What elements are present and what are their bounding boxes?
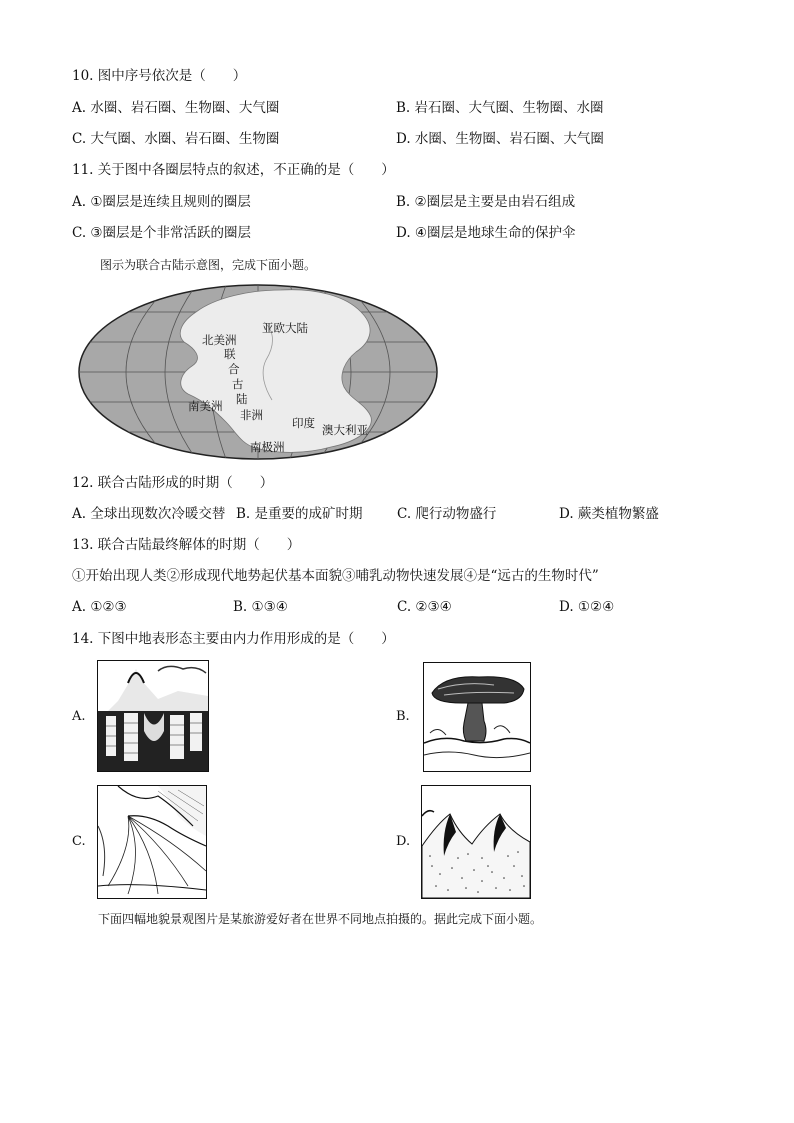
map-label-pangaea-4: 陆 — [236, 392, 248, 406]
q12-stem: 12. 联合古陆形成的时期（ ） — [72, 475, 274, 491]
map-label-pangaea-3: 古 — [232, 377, 244, 391]
q10-stem: 10. 图中序号依次是（ ） — [72, 68, 247, 84]
q10-option-a: A. 水圈、岩石圈、生物圈、大气圈 — [72, 100, 280, 116]
map-label-north-america: 北美洲 — [202, 333, 237, 347]
q14-label-b: B. — [396, 709, 410, 724]
q13-stem: 13. 联合古陆最终解体的时期（ ） — [72, 537, 301, 553]
pangaea-intro: 图示为联合古陆示意图，完成下面小题。 — [100, 258, 317, 272]
map-label-antarctica: 南极洲 — [250, 440, 285, 454]
q12-option-c: C. 爬行动物盛行 — [397, 506, 497, 522]
map-label-india: 印度 — [292, 416, 315, 430]
q14-label-d: D. — [396, 834, 411, 849]
q10-option-b: B. 岩石圈、大气圈、生物圈、水圈 — [396, 100, 604, 116]
q14-stem: 14. 下图中地表形态主要由内力作用形成的是（ ） — [72, 631, 395, 647]
q14-image-a — [97, 660, 209, 772]
q14-label-c: C. — [72, 834, 86, 849]
q14-image-c — [97, 785, 207, 899]
q13-option-b: B. ①③④ — [233, 599, 288, 615]
q10-option-c: C. 大气圈、水圈、岩石圈、生物圈 — [72, 131, 280, 147]
q11-option-b: B. ②圈层是主要是由岩石组成 — [396, 194, 576, 210]
volcano-landform-icon — [98, 661, 208, 771]
q12-option-b: B. 是重要的成矿时期 — [236, 506, 363, 522]
photos-intro: 下面四幅地貌景观图片是某旅游爱好者在世界不同地点拍摄的。据此完成下面小题。 — [98, 912, 543, 926]
q14-label-a: A. — [72, 709, 86, 724]
q14-image-d — [421, 785, 531, 899]
alluvial-fan-icon — [98, 786, 206, 898]
pangaea-map — [76, 282, 440, 462]
sand-dune-icon — [422, 786, 530, 898]
map-label-pangaea-1: 联 — [224, 347, 236, 361]
q11-option-d: D. ④圈层是地球生命的保护伞 — [396, 225, 576, 241]
q11-option-a: A. ①圈层是连续且规则的圈层 — [72, 194, 251, 210]
q12-option-a: A. 全球出现数次冷暖交替 — [72, 506, 226, 522]
q12-option-d: D. 蕨类植物繁盛 — [559, 506, 659, 522]
q13-statement: ①开始出现人类②形成现代地势起伏基本面貌③哺乳动物快速发展④是“远古的生物时代” — [72, 568, 599, 584]
q11-option-c: C. ③圈层是个非常活跃的圈层 — [72, 225, 252, 241]
map-label-africa: 非洲 — [240, 408, 263, 422]
mushroom-rock-icon — [424, 663, 530, 771]
map-label-pangaea-2: 合 — [228, 362, 240, 376]
pangaea-map-svg — [76, 282, 440, 462]
q13-option-d: D. ①②④ — [559, 599, 615, 615]
q14-image-b — [423, 662, 531, 772]
map-label-south-america: 南美洲 — [188, 399, 223, 413]
map-label-australia: 澳大利亚 — [322, 423, 368, 437]
q10-option-d: D. 水圈、生物圈、岩石圈、大气圈 — [396, 131, 604, 147]
q11-stem: 11. 关于图中各圈层特点的叙述，不正确的是（ ） — [72, 162, 395, 178]
q13-option-a: A. ①②③ — [72, 599, 127, 615]
map-label-eurasia: 亚欧大陆 — [262, 321, 308, 335]
q13-option-c: C. ②③④ — [397, 599, 452, 615]
